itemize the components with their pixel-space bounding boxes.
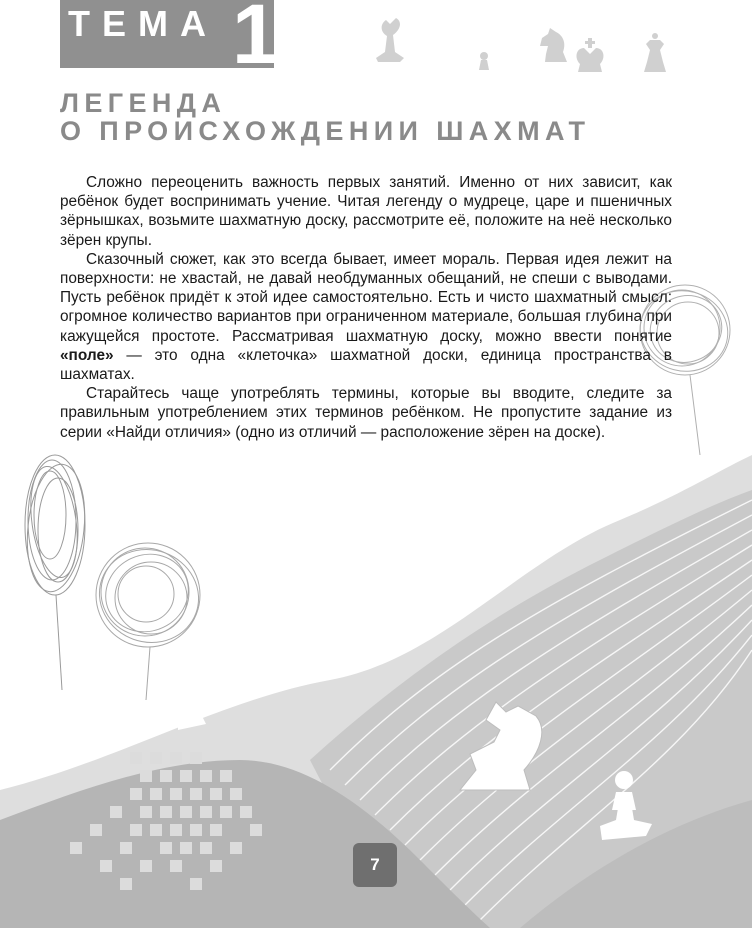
knight-icon	[16, 740, 50, 780]
chapter-title-line-1: ЛЕГЕНДА	[60, 88, 227, 118]
topic-word: ТЕМА	[68, 3, 218, 44]
king-icon	[577, 38, 604, 72]
page-number-badge	[353, 843, 397, 887]
bishop-icon	[88, 676, 126, 722]
paragraph-1: Сложно переоценить важность первых занятий. Именно от них зависит, как ребёнок будет воспринимать учение. Читая легенду о мудреце, царе и пшеничных зёрнышках, возьмите шахматную доску, рассмотрите её, положите на неё несколько зёрен крупы.	[60, 174, 672, 249]
header-piece-decor	[376, 18, 666, 72]
paragraph-3: Старайтесь чаще употреблять термины, которые вы вводите, следите за правильным употреблением этих терминов ребёнком. Не пропустите задание из серии «Найди отличия» (одно из отличий — расположение зёрен на доске).	[60, 385, 672, 441]
paragraph-2-text-b: — это одна «клеточка» шахматной доски, единица пространства в шахматах.	[60, 346, 672, 384]
page-number: 7	[370, 855, 380, 874]
knight-icon	[540, 28, 567, 62]
body-text	[60, 173, 672, 442]
term-field: «поле»	[60, 346, 114, 364]
paragraph-2	[60, 250, 672, 384]
bishop-icon	[376, 18, 404, 62]
pawn-icon	[479, 52, 489, 70]
scribble-tree-middle	[86, 536, 211, 700]
paragraph-2-text-a: Сказочный сюжет, как это всегда бывает, имеет мораль. Первая идея лежит на поверхности: не хвастай, не давай необдуманных обещаний, не спеши с выводами. Пусть ребёнок придёт к этой идее самостоятельно. Есть и чисто шахматный смысл: огромное количество вариантов при ограниченном материале, большая глубина при кажущейся простоте. Рассматривая шахматную доску, можно ввести понятие	[60, 250, 672, 345]
knight-icon	[172, 690, 206, 730]
scribble-tree-left	[21, 455, 90, 690]
chapter-title-line-2: О ПРОИСХОЖДЕНИИ ШАХМАТ	[60, 116, 591, 146]
queen-icon	[644, 33, 666, 72]
topic-number: 1	[232, 0, 279, 81]
